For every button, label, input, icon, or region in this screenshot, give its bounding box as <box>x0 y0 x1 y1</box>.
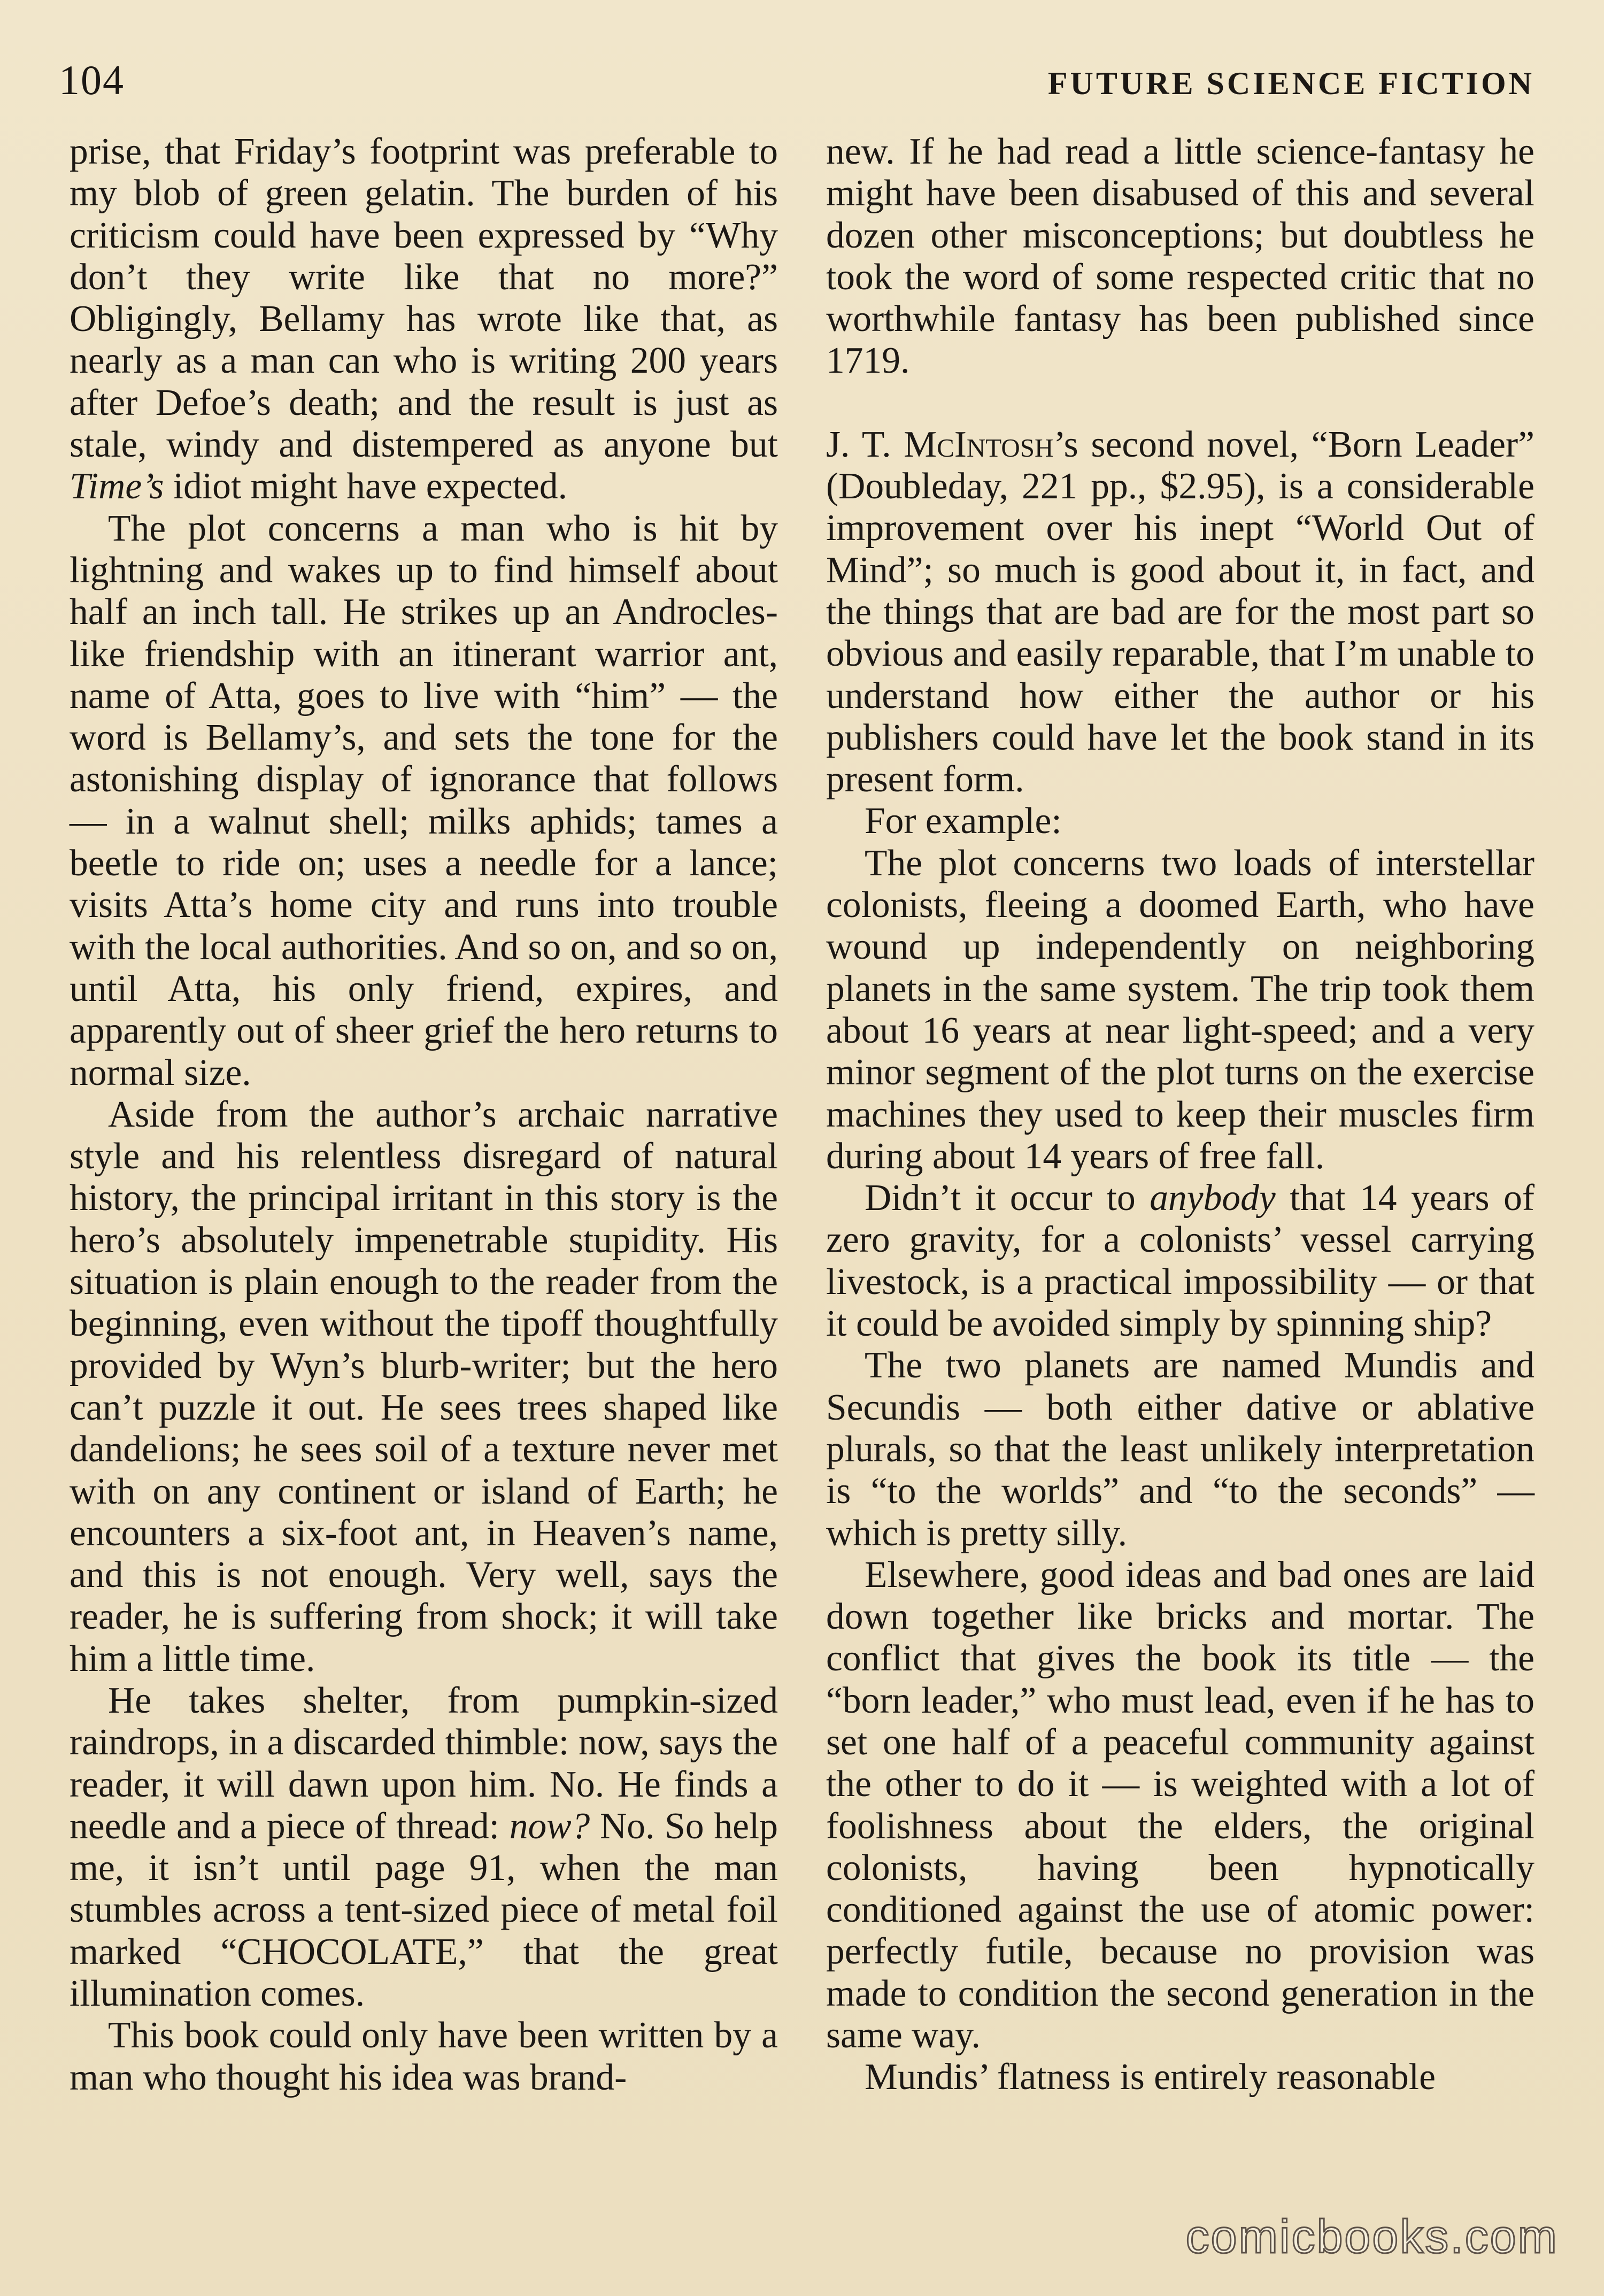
paragraph: The two planets are named Mundis and Secundis — both either dative or ablative plurals, so that the least unlikely interpretation is “to the worlds” and “to the seconds” — which is pretty silly. <box>826 1345 1534 1554</box>
author-name: J. T. McIntosh <box>826 423 1054 465</box>
paragraph: prise, that Friday’s footprint was preferable to my blob of green gelatin. The burden of his criticism could have been expressed by “Why don’t they write like that no more?” Obligingly, Bellamy has wrote like that, as nearly as a man can who is writing 200 years after Defoe’s death; and the result is just as stale, windy and distempered as anyone but Time’s idiot might have expected. <box>70 131 778 507</box>
article-body <box>70 131 1534 2216</box>
paragraph: The plot concerns a man who is hit by lightning and wakes up to find himself about half an inch tall. He strikes up an Androcles-like friendship with an itinerant warrior ant, name of Atta, goes to live with “him” — the word is Bellamy’s, and sets the tone for the astonishing display of ignorance that follows — in a walnut shell; milks aphids; tames a beetle to ride on; uses a needle for a lance; visits Atta’s home city and runs into trouble with the local authorities. And so on, and so on, until Atta, his only friend, expires, and apparently out of sheer grief the hero returns to normal size. <box>70 507 778 1093</box>
italic-title: Time’s <box>70 466 164 507</box>
left-column <box>70 131 778 2216</box>
italic-word: anybody <box>1150 1177 1276 1219</box>
paragraph: Elsewhere, good ideas and bad ones are laid down together like bricks and mortar. The conflict that gives the book its title — the “born leader,” who must lead, even if he has to set one half of a peaceful community against the other to do it — is weighted with a lot of foolishness about the elders, the original colonists, having been hypnotically conditioned against the use of atomic power: perfectly futile, because no provision was made to condition the second generation in the same way. <box>826 1554 1534 2056</box>
paragraph: The plot concerns two loads of interstellar colonists, fleeing a doomed Earth, who have wound up independently on neighboring planets in the same system. The trip took them about 16 years at near light-speed; and a very minor segment of the plot turns on the exercise machines they used to keep their muscles firm during about 14 years of free fall. <box>826 842 1534 1177</box>
page-number: 104 <box>59 57 125 103</box>
running-header <box>59 56 1534 110</box>
paragraph: He takes shelter, from pumpkin-sized raindrops, in a discarded thimble: now, says the reader, it will dawn upon him. No. He finds a needle and a piece of thread: now? No. So help me, it isn’t until page 91, when the man stumbles across a tent-sized piece of metal foil marked “CHOCOLATE,” that the great illumination comes. <box>70 1679 778 2015</box>
magazine-title: FUTURE SCIENCE FICTION <box>1047 66 1534 101</box>
right-column <box>826 131 1534 2216</box>
paragraph: new. If he had read a little science-fantasy he might have been disabused of this and several dozen other misconceptions; but doubtless he took the word of some respected critic that no worthwhile fantasy has been published since 1719. <box>826 131 1534 382</box>
paragraph: Mundis’ flatness is entirely reasonable <box>865 2056 1436 2098</box>
paragraph: Aside from the author’s archaic narrative style and his relentless disregard of natural history, the principal irritant in this story is the hero’s absolutely impenetrable stupidity. His situation is plain enough to the reader from the beginning, even without the tipoff thoughtfully provided by Wyn’s blurb-writer; but the hero can’t puzzle it out. He sees trees shaped like dandelions; he sees soil of a texture never met with on any continent or island of Earth; he encounters a six-foot ant, in Heaven’s name, and this is not enough. Very well, says the reader, he is suffering from shock; it will take him a little time. <box>70 1093 778 1679</box>
paragraph: This book could only have been written by a man who thought his idea was brand- <box>70 2015 778 2098</box>
paragraph: Didn’t it occur to anybody that 14 years of zero gravity, for a colonists’ vessel carrying livestock, is a practical impossibility — or that it could be avoided simply by spinning ship? <box>826 1177 1535 1345</box>
watermark: comicbooks.com <box>1185 2210 1559 2263</box>
paragraph: For example: <box>865 800 1062 842</box>
italic-word: now? <box>509 1805 590 1847</box>
review-paragraph: J. T. McIntosh’s second novel, “Born Leader” (Doubleday, 221 pp., $2.95), is a considerable improvement over his inept “World Out of Mind”; so much is good about it, in fact, and the things that are bad are for the most part so obvious and easily reparable, that I’m unable to understand how either the author or his publishers could have let the book stand in its present form. <box>826 423 1534 800</box>
